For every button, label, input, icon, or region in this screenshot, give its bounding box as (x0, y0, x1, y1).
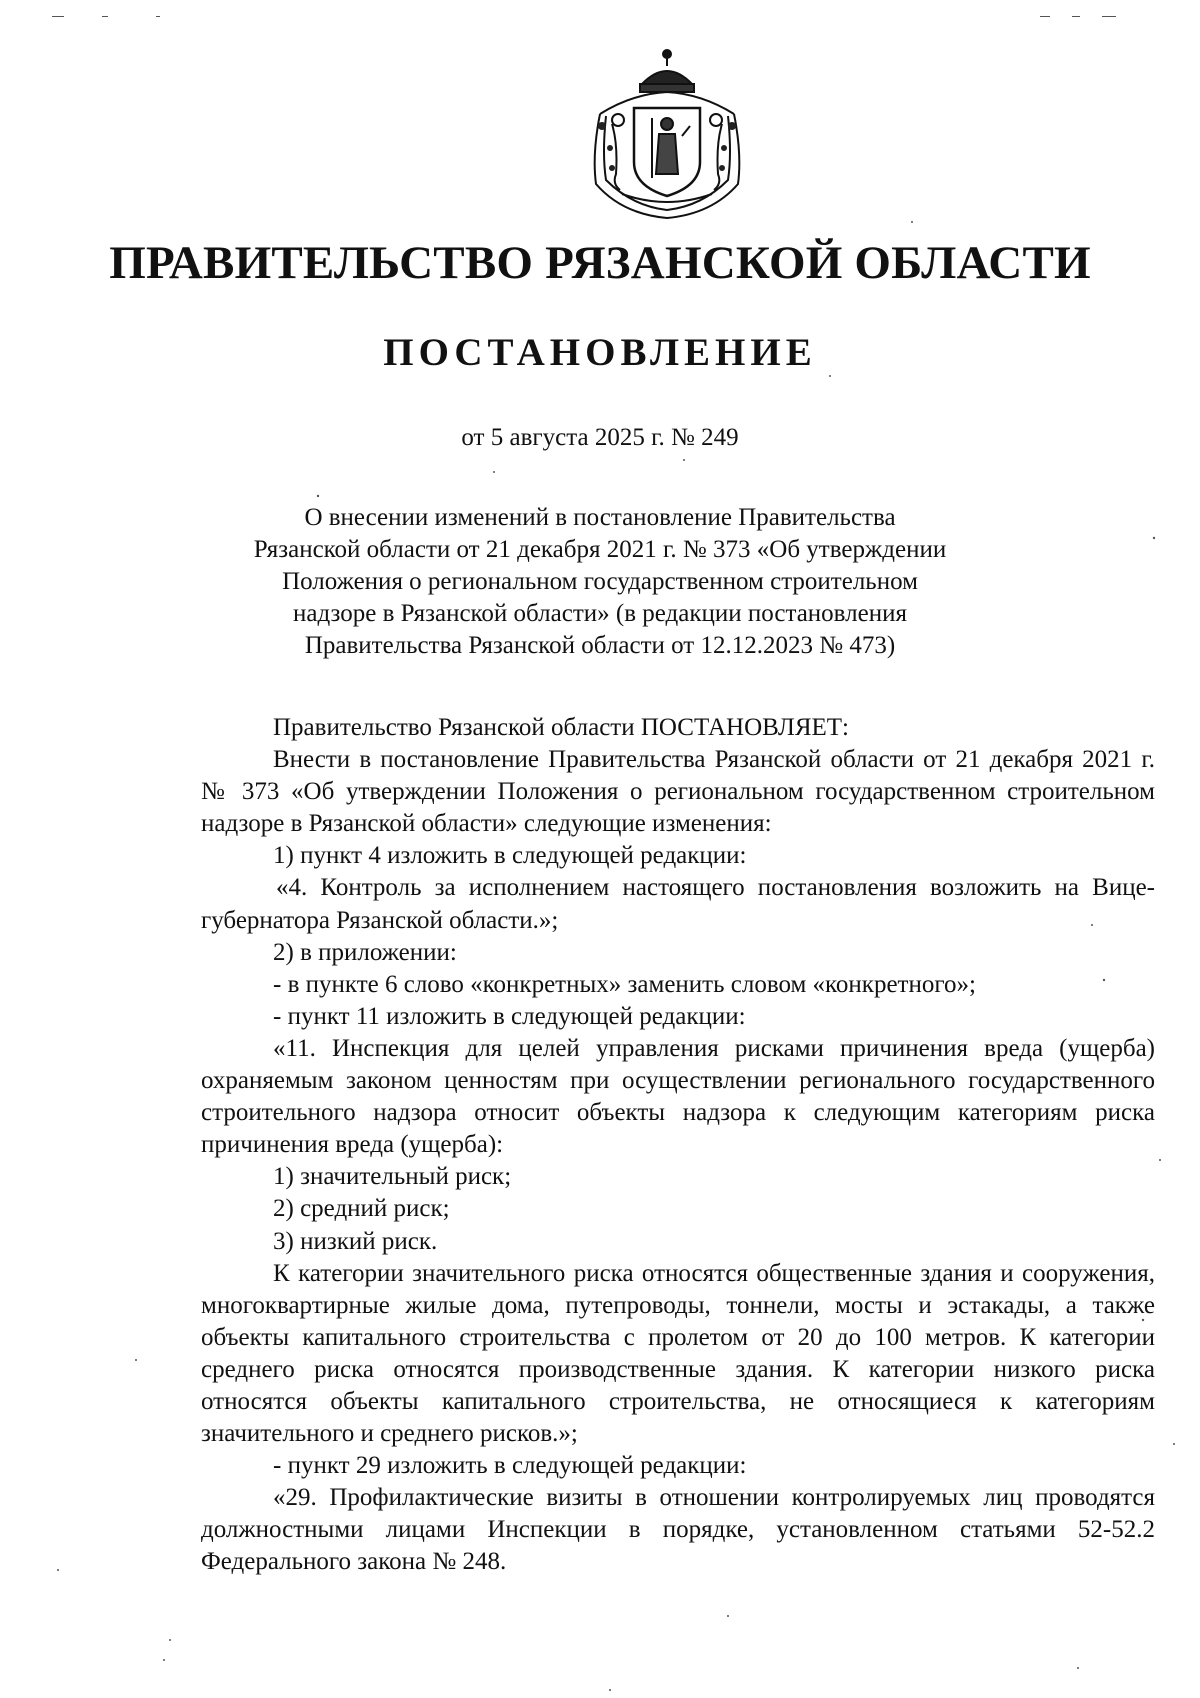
subject-line: надзоре в Рязанской области» (в редакции постановления (293, 600, 907, 627)
list-item: - пункт 29 изложить в следующей редакции: (273, 1452, 747, 1480)
coat-of-arms-icon (582, 44, 752, 222)
amendment-text: К категории значительного риска относятся общественные здания и сооружения, многоквартирные жилые дома, путепроводы, тоннели, мосты и эстакады, а также объекты капитального строительства с пролетом от 20 до 100 метров. К категории среднего риска относятся производственные здания. К категории низкого риска относятся объекты капитального строительства, не относящиеся к категориям значительного и среднего рисков.»; (201, 1259, 1155, 1448)
list-item: 1) значительный риск; (273, 1163, 512, 1191)
subject-line: Правительства Рязанской области от 12.12.2023 № 473) (304, 632, 896, 659)
document-subject (200, 502, 1000, 662)
list-item: 1) пункт 4 изложить в следующей редакции: (273, 842, 747, 870)
intro-paragraph: Внести в постановление Правительства Рязанской области от 21 декабря 2021 г. № 373 «Об утверждении Положения о региональном государственном строительном надзоре в Рязанской области» следующие изменения: (201, 746, 1155, 838)
subject-line: О внесении изменений в постановление Правительства (304, 504, 896, 531)
list-item: 3) низкий риск. (273, 1227, 438, 1255)
government-title: ПРАВИТЕЛЬСТВО РЯЗАНСКОЙ ОБЛАСТИ (109, 237, 1091, 289)
list-item: - в пункте 6 слово «конкретных» заменить словом «конкретного»; (273, 970, 976, 998)
amendment-text: «29. Профилактические визиты в отношении контролируемых лиц проводятся должностными лицами Инспекции в порядке, установленном статьями 52-52.2 Федерального закона № 248. (201, 1484, 1155, 1576)
resolution-clause: Правительство Рязанской области ПОСТАНОВЛЯЕТ: (273, 714, 849, 741)
list-item: - пункт 11 изложить в следующей редакции: (273, 1002, 746, 1030)
subject-line: Положения о региональном государственном строительном (282, 568, 918, 595)
document-body (201, 712, 1155, 1579)
amendment-text: «4. Контроль за исполнением настоящего постановления возложить на Вице-губернатора Рязанской области.»; (201, 874, 1155, 934)
amendment-text: «11. Инспекция для целей управления рисками причинения вреда (ущерба) охраняемым законом ценностям при осуществлении регионального государственного строительного надзора относит объекты надзора к следующим категориям риска причинения вреда (ущерба): (201, 1034, 1155, 1159)
list-item: 2) средний риск; (273, 1195, 450, 1223)
list-item: 2) в приложении: (273, 938, 457, 966)
document-type: ПОСТАНОВЛЕНИЕ (383, 331, 817, 374)
subject-line: Рязанской области от 21 декабря 2021 г. № 373 «Об утверждении (253, 536, 947, 563)
document-date-number: от 5 августа 2025 г. № 249 (461, 424, 739, 451)
